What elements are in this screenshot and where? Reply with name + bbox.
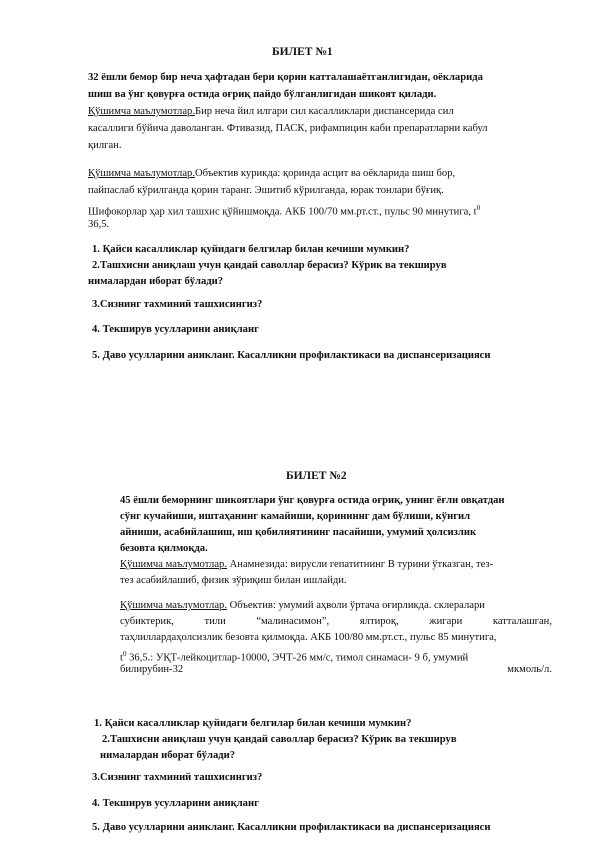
- ticket1-complaint-line: 32 ёшли бемор бир неча ҳафтадан бери қорин катталашаётганлигидан, оёкларида: [88, 72, 483, 83]
- ticket2-question-2: 2.Ташхисни аниқлаш учун қандай саволлар берасиз? Кўрик ва текширув: [102, 734, 457, 745]
- word: “малинасимон”,: [256, 616, 330, 627]
- ticket1-question-3: 3.Сизнинг тахминий ташхисингиз?: [92, 299, 263, 310]
- ticket2-objective-line: таҳлиллардаҳолсизлик безовта қилмоқда. АКБ 100/80 мм.рт.ст., пульс 85 минутига,: [120, 632, 497, 643]
- ticket2-anamnesis: [120, 558, 493, 572]
- ticket2-complaint-line: 45 ёшли беморнинг шикоятлари ўнг қовурға остида оғриқ, унинг ёғли овқатдан: [120, 495, 505, 506]
- ticket1-question-2-cont: нималардан иборат бўлади?: [88, 276, 224, 287]
- ticket1-question-5: 5. Даво усулларини аникланг. Касалликни профилактикаси ва диспансеризацияси: [92, 350, 491, 361]
- word: субиктерик,: [120, 616, 174, 627]
- ticket1-question-1: 1. Қайси касалликлар қуйидаги белгилар билан кечиши мумкин?: [92, 244, 410, 255]
- ticket1-question-4: 4. Текширув усулларини аниқланг: [92, 324, 259, 335]
- ticket1-complaint-line: шиш ва ўнг қовурға остида оғриқ пайдо бўлганлигидан шикоят қилади.: [88, 89, 437, 100]
- bilirubin-unit: мкмоль/л.: [507, 664, 552, 675]
- word: тили: [204, 616, 226, 627]
- ticket1-title: БИЛЕТ №1: [272, 46, 333, 58]
- additional-info-label: Қўшимча маълумотлар.: [120, 600, 227, 611]
- ticket1-additional-info-line: пайпаслаб кўрилганда қорин таранг. Эшитиб кўрилганда, юрак тонлари бўғиқ.: [88, 185, 444, 196]
- temperature-prefix: t: [120, 652, 123, 664]
- ticket2-question-2-cont: нималардан иборат бўлади?: [100, 750, 236, 761]
- additional-info-label: Қўшимча маълумотлар.: [120, 559, 227, 570]
- ticket2-complaint-line: сўнг кучайиши, иштаҳанинг камайиши, қорининнг дам бўлиши, кўнгил: [120, 511, 471, 522]
- ticket2-complaint-line: айниши, асабийлашиш, иш қобилиятининг пасайиши, умумий ҳолсизлик: [120, 527, 477, 538]
- word: ялтироқ,: [359, 616, 399, 627]
- objective-text: Объектив: умумий аҳволи ўртача оғирликда. склералари: [227, 600, 485, 611]
- ticket2-anamnesis-line: тез асабийлашиб, физик зўриқиш билан ишлайди.: [120, 575, 347, 586]
- word: жигари: [429, 616, 463, 627]
- ticket2-bilirubin-line: [120, 663, 552, 677]
- additional-info-label: Қўшимча маълумотлар.: [88, 106, 195, 117]
- ticket2-objective: [120, 599, 485, 613]
- additional-info-label: Қўшимча маълумотлар.: [88, 168, 195, 179]
- ticket2-question-4: 4. Текширув усулларини аниқланг: [92, 798, 259, 809]
- ticket2-question-3: 3.Сизнинг тахминий ташхисингиз?: [92, 772, 263, 783]
- vitals-text: Шифокорлар ҳар хил ташхис қўйишмоқда. АКБ 100/70 мм.рт.ст., пульс 90 минутига, t: [88, 206, 477, 218]
- ticket2-complaint-line: безовта қилмоқда.: [120, 543, 208, 554]
- bilirubin-value: билирубин-32: [120, 664, 184, 675]
- ticket1-additional-info-line: 36,5.: [88, 219, 110, 230]
- additional-info-text: Объектив курикда: қоринда асцит ва оёкларида шиш бор,: [195, 168, 456, 179]
- temperature-degree: 0: [122, 650, 127, 658]
- labs-text: 36,5.: УҚТ-лейкоцитлар-10000, ЭЧТ-26 мм/с, тимол синамаси- 9 б, умумий: [126, 652, 469, 664]
- ticket2-objective-justified-line: [120, 615, 552, 629]
- ticket1-additional-info-line: қилган.: [88, 140, 122, 151]
- ticket2-question-1: 1. Қайси касалликлар қуйидаги белгилар билан кечиши мумкин?: [94, 718, 412, 729]
- anamnesis-text: Анамнезида: вирусли гепатитнинг В турини ўтказган, тез-: [227, 559, 494, 570]
- ticket2-title: БИЛЕТ №2: [286, 470, 347, 482]
- ticket1-vitals-line: [88, 201, 480, 220]
- ticket1-additional-info-1: [88, 105, 454, 119]
- word: катталашган,: [492, 616, 552, 627]
- temperature-degree: 0: [476, 204, 481, 212]
- ticket1-question-2: 2.Ташхисни аниқлаш учун қандай саволлар берасиз? Кўрик ва текширув: [92, 260, 447, 271]
- additional-info-text: Бир неча йил илгари сил касалликлари диспансерида сил: [195, 106, 454, 117]
- ticket2-question-5: 5. Даво усулларини аникланг. Касалликни профилактикаси ва диспансеризацияси: [92, 822, 491, 833]
- ticket1-additional-info-line: касаллиги бўйича даволанган. Фтивазид, ПАСК, рифампицин каби препаратларни кабул: [88, 123, 488, 134]
- ticket1-additional-info-2: [88, 167, 455, 181]
